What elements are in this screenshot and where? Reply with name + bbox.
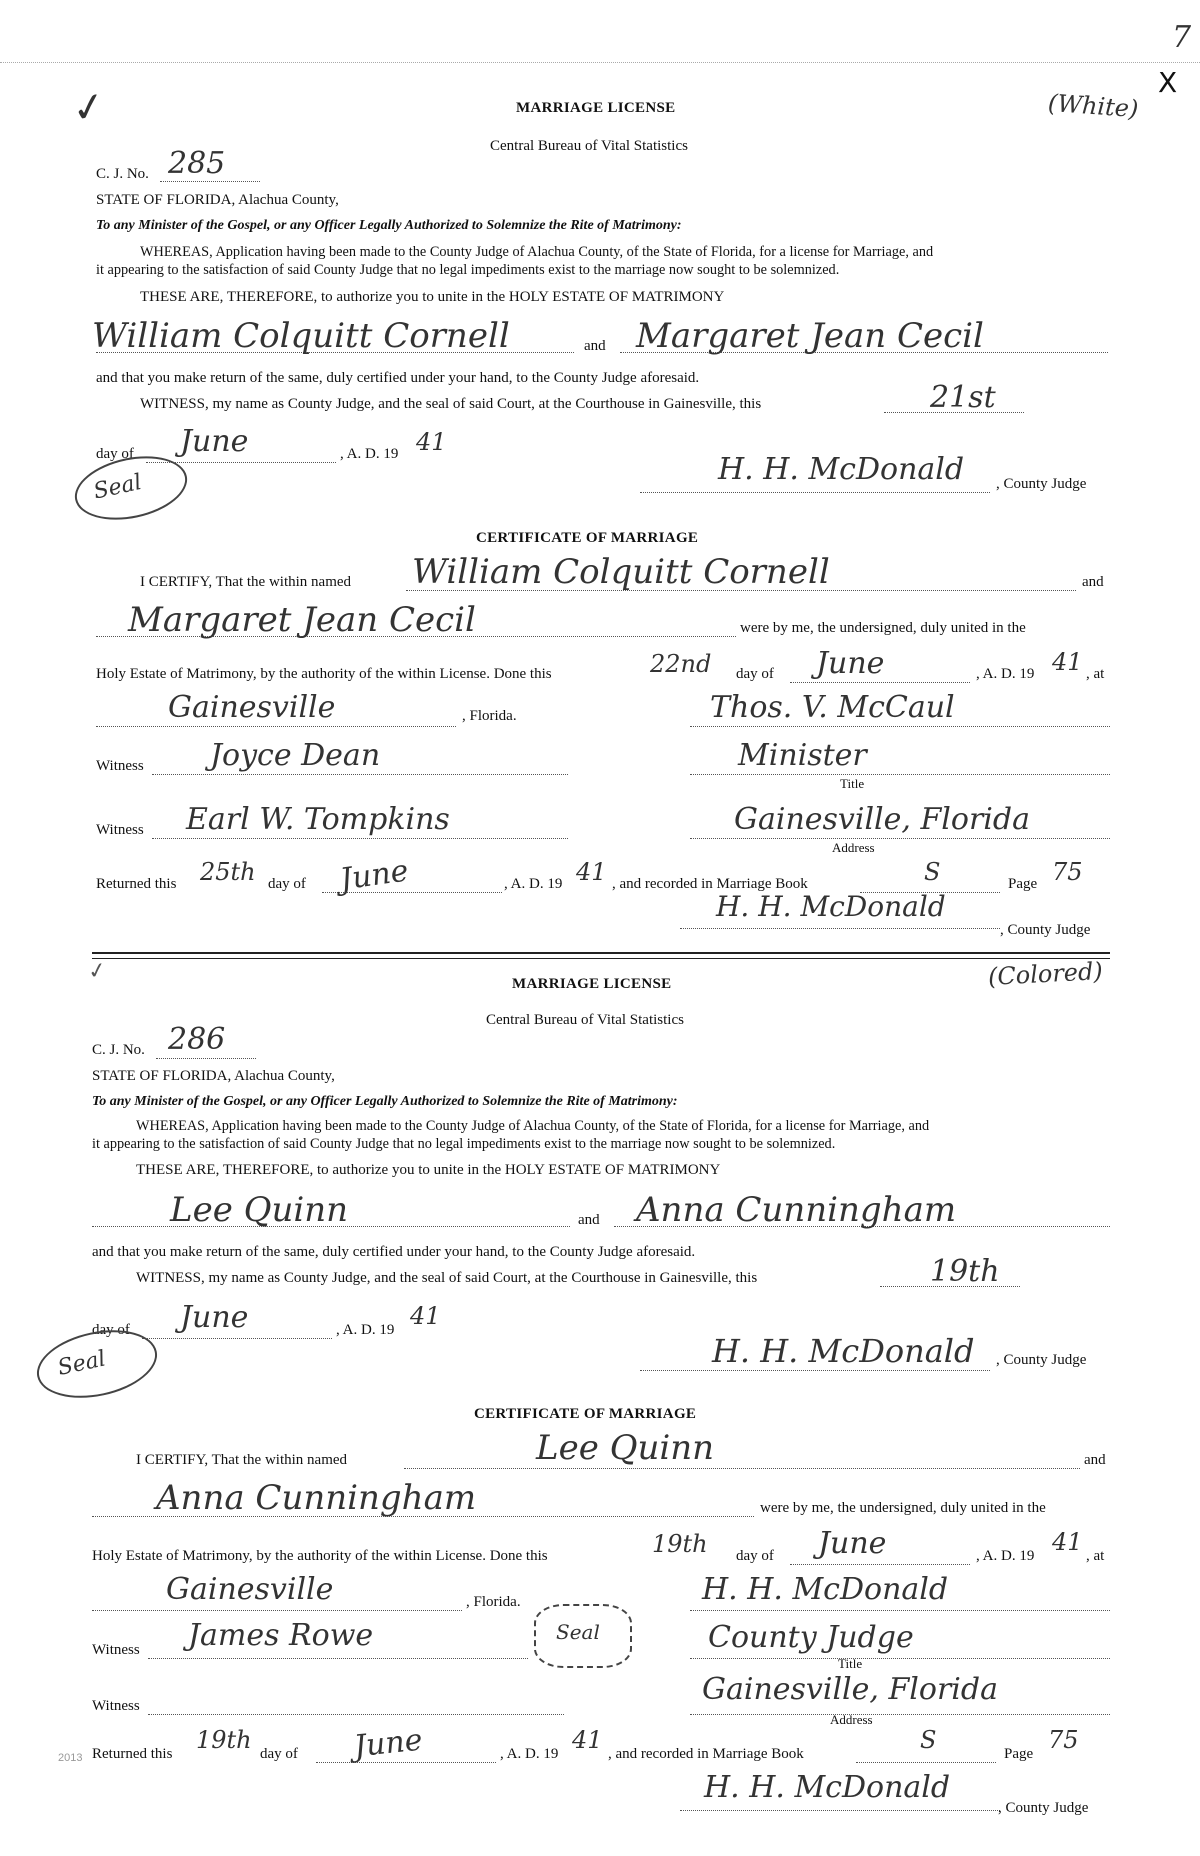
page-number: 7 [1172,20,1192,55]
cross-mark: X [1158,66,1178,99]
license-title: MARRIAGE LICENSE [512,976,672,992]
race-note: (Colored) [987,957,1104,991]
cert-bride-name: Margaret Jean Cecil [128,600,476,640]
united-text: were by me, the undersigned, duly united in the [740,620,1026,636]
recorded-text: , and recorded in Marriage Book [612,876,808,892]
bride-name: Anna Cunningham [636,1190,957,1230]
cj-label: C. J. No. [92,1042,145,1058]
place-value: Gainesville [166,1572,334,1607]
at-label: , at [1086,1548,1105,1564]
returned-label: Returned this [92,1746,173,1762]
whereas-text-1: WHEREAS, Application having been made to the County Judge of Alachua County, of the State of Florida, for a license for Marriage, and [140,244,934,260]
witness-label: Witness [92,1642,140,1658]
bride-name: Margaret Jean Cecil [636,316,984,356]
groom-name: William Colquitt Cornell [92,316,510,356]
judge-signature: H. H. McDonald [704,1770,951,1805]
bureau-name: Central Bureau of Vital Statistics [490,138,688,154]
witness-label: Witness [92,1698,140,1714]
day-of-label: day of [268,876,306,892]
day-of-label: day of [736,666,774,682]
place-value: Gainesville [168,690,336,725]
officiant-address: Gainesville, Florida [734,802,1030,837]
certificate-title: CERTIFICATE OF MARRIAGE [474,1406,697,1422]
holy-estate-text: Holy Estate of Matrimony, by the authority of the within License. Done this [92,1548,548,1564]
day-of-label: day of [260,1746,298,1762]
return-text: and that you make return of the same, duly certified under your hand, to the County Judge aforesaid. [96,370,700,386]
seal-icon [31,1320,164,1408]
race-note: (White) [1047,88,1140,124]
title-label: Title [840,776,865,791]
witness-2-name: Earl W. Tompkins [186,802,450,837]
license-year: 41 [410,1302,441,1330]
returned-month: June [352,1722,425,1765]
and-label: and [1082,574,1104,590]
cert-groom-name: William Colquitt Cornell [412,552,830,592]
watermark-text: 2013 [58,1752,83,1764]
cert-groom-name: Lee Quinn [536,1428,715,1468]
book-value: S [920,1726,937,1754]
witness-text: WITNESS, my name as County Judge, and the seal of said Court, at the Courthouse in Gainesville, this [140,396,762,412]
license-month: June [180,424,249,459]
page-value: 75 [1052,858,1083,886]
whereas-text-2: it appearing to the satisfaction of said County Judge that no legal impediments exist to the marriage now sought to be solemnized. [96,262,840,278]
cert-bride-name: Anna Cunningham [156,1478,477,1518]
officiant-signature: H. H. McDonald [702,1572,949,1607]
ad-label: , A. D. 19 [976,1548,1035,1564]
ad-label: , A. D. 19 [504,876,563,892]
county-judge-label: , County Judge [996,1352,1087,1368]
day-of-label: day of [96,446,134,462]
officiant-title: County Judge [708,1620,914,1655]
at-label: , at [1086,666,1105,682]
license-day: 19th [930,1254,1000,1289]
address-line: To any Minister of the Gospel, or any Officer Legally Authorized to Solemnize the Rite of Matrimony: [96,218,682,233]
whereas-text-2: it appearing to the satisfaction of said County Judge that no legal impediments exist to the marriage now sought to be solemnized. [92,1136,836,1152]
witness-text: WITNESS, my name as County Judge, and the seal of said Court, at the Courthouse in Gainesville, this [136,1270,758,1286]
ad-label: , A. D. 19 [976,666,1035,682]
these-are-text: THESE ARE, THEREFORE, to authorize you to unite in the HOLY ESTATE OF MATRIMONY [140,289,725,305]
cj-number: 285 [168,146,226,181]
day-of-label: day of [92,1322,130,1338]
witness-label: Witness [96,758,144,774]
cj-number: 286 [168,1022,226,1057]
license-year: 41 [416,428,447,456]
whereas-text-1: WHEREAS, Application having been made to the County Judge of Alachua County, of the State of Florida, for a license for Marriage, and [136,1118,930,1134]
section-divider [92,952,1110,954]
ad-label: , A. D. 19 [336,1322,395,1338]
returned-month: June [337,853,411,898]
county-judge-label: , County Judge [998,1800,1089,1816]
seal-text: Seal [91,470,144,505]
state-line: STATE OF FLORIDA, Alachua County, [96,192,339,208]
returned-label: Returned this [96,876,177,892]
judge-signature: H. H. McDonald [716,890,946,923]
cj-label: C. J. No. [96,166,149,182]
section-divider [92,958,1110,959]
done-month: June [816,646,885,681]
witness-1-name: Joyce Dean [210,738,381,773]
seal-icon [534,1604,632,1668]
ad-label: , A. D. 19 [340,446,399,462]
and-label: and [578,1212,600,1228]
recorded-text: , and recorded in Marriage Book [608,1746,804,1762]
holy-estate-text: Holy Estate of Matrimony, by the authority of the within License. Done this [96,666,552,682]
officiant-title: Minister [738,738,867,773]
done-month: June [818,1526,887,1561]
return-text: and that you make return of the same, duly certified under your hand, to the County Judge aforesaid. [92,1244,696,1260]
done-day: 19th [652,1530,708,1558]
check-mark-icon: ✓ [68,82,110,133]
license-title: MARRIAGE LICENSE [516,100,676,116]
and-label: and [584,338,606,354]
florida-label: , Florida. [462,708,517,724]
page-label: Page [1008,876,1038,892]
and-label: and [1084,1452,1106,1468]
i-certify-text: I CERTIFY, That the within named [136,1452,348,1468]
license-day: 21st [930,380,996,415]
day-of-label: day of [736,1548,774,1564]
done-day: 22nd [650,650,712,678]
returned-day: 25th [200,858,256,886]
witness-label: Witness [96,822,144,838]
groom-name: Lee Quinn [170,1190,349,1230]
officiant-address: Gainesville, Florida [702,1672,998,1707]
check-mark-icon: ✓ [85,956,109,985]
county-judge-label: , County Judge [1000,922,1091,938]
license-month: June [180,1300,249,1335]
state-line: STATE OF FLORIDA, Alachua County, [92,1068,335,1084]
top-perforation [0,62,1200,63]
book-value: S [924,858,941,886]
judge-signature: H. H. McDonald [718,452,965,487]
these-are-text: THESE ARE, THEREFORE, to authorize you to unite in the HOLY ESTATE OF MATRIMONY [136,1162,721,1178]
returned-year: 41 [576,858,607,886]
officiant-signature: Thos. V. McCaul [710,690,955,725]
title-label: Title [838,1656,863,1671]
address-line: To any Minister of the Gospel, or any Officer Legally Authorized to Solemnize the Rite of Matrimony: [92,1094,678,1109]
judge-signature: H. H. McDonald [712,1332,975,1370]
seal-text: Seal [55,1346,108,1381]
done-year: 41 [1052,648,1083,676]
returned-year: 41 [572,1726,603,1754]
seal-icon [69,447,193,529]
address-label: Address [832,840,875,855]
done-year: 41 [1052,1528,1083,1556]
county-judge-label: , County Judge [996,476,1087,492]
seal-text: Seal [556,1620,600,1644]
ad-label: , A. D. 19 [500,1746,559,1762]
bureau-name: Central Bureau of Vital Statistics [486,1012,684,1028]
united-text: were by me, the undersigned, duly united in the [760,1500,1046,1516]
certificate-title: CERTIFICATE OF MARRIAGE [476,530,699,546]
returned-day: 19th [196,1726,252,1754]
page-value: 75 [1048,1726,1079,1754]
florida-label: , Florida. [466,1594,521,1610]
witness-1-name: James Rowe [188,1618,374,1653]
i-certify-text: I CERTIFY, That the within named [140,574,352,590]
address-label: Address [830,1712,873,1727]
page-label: Page [1004,1746,1034,1762]
